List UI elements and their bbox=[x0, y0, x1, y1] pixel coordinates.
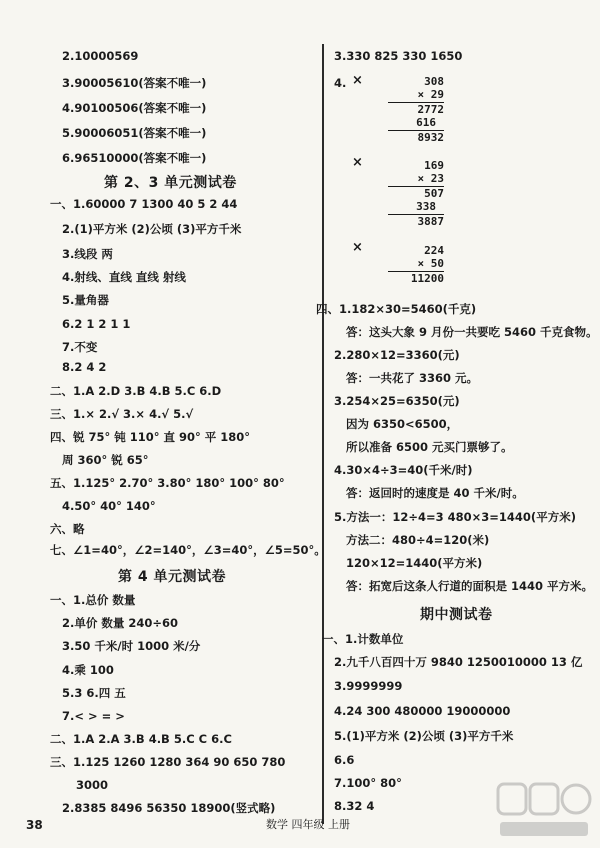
answer-line: 三、1.125 1260 1280 364 90 650 780 bbox=[50, 755, 286, 769]
wrong-mark: × bbox=[352, 155, 363, 170]
answer-line: 7.不变 bbox=[62, 340, 98, 354]
answer-line: 3.线段 两 bbox=[62, 247, 113, 261]
answer-line: 二、1.A 2.A 3.B 4.B 5.C C 6.C bbox=[50, 732, 232, 746]
answer-line: 3000 bbox=[76, 778, 109, 792]
answer-line: 一、1.总价 数量 bbox=[50, 593, 136, 607]
answer-line: 二、1.A 2.D 3.B 4.B 5.C 6.D bbox=[50, 384, 222, 398]
answer-line: 2.(1)平方米 (2)公顷 (3)平方千米 bbox=[62, 222, 242, 236]
page-number: 38 bbox=[26, 818, 43, 832]
answer-line: 所以准备 6500 元买门票够了。 bbox=[346, 440, 513, 454]
answer-line: 周 360° 锐 65° bbox=[62, 453, 149, 467]
answer-line: 3.254×25=6350(元) bbox=[334, 394, 460, 408]
answer-line: 4.90100506(答案不唯一) bbox=[62, 101, 207, 115]
answer-line: 4.50° 40° 140° bbox=[62, 499, 156, 513]
answer-line: 一、1.60000 7 1300 40 5 2 44 bbox=[50, 197, 238, 211]
answer-line: 五、1.125° 2.70° 3.80° 180° 100° 80° bbox=[50, 476, 285, 490]
answer-line: 六、略 bbox=[50, 522, 85, 536]
answer-line: 3.330 825 330 1650 bbox=[334, 49, 463, 63]
vertical-multiplication-2 bbox=[372, 160, 444, 234]
answer-line: 2.单价 数量 240÷60 bbox=[62, 616, 179, 630]
vertical-multiplication-3 bbox=[372, 245, 444, 291]
answer-line: 因为 6350<6500， bbox=[346, 417, 459, 431]
answer-line: 8.32 4 bbox=[334, 799, 375, 813]
answer-line: 2.九千八百四十万 9840 1250010000 13 亿 bbox=[334, 655, 583, 669]
answer-line: 3.90005610(答案不唯一) bbox=[62, 76, 207, 90]
answer-line: 四、锐 75° 钝 110° 直 90° 平 180° bbox=[50, 430, 251, 444]
calc-multiplicand: 224 bbox=[424, 244, 444, 257]
answer-line: 5.方法一：12÷4=3 480×3=1440(平方米) bbox=[334, 510, 576, 524]
answer-line: 2.280×12=3360(元) bbox=[334, 348, 460, 362]
answer-line: 3.9999999 bbox=[334, 679, 403, 693]
calc-result: 3887 bbox=[417, 215, 444, 228]
answer-line: 三、1.× 2.√ 3.× 4.√ 5.√ bbox=[50, 407, 194, 421]
answer-line: 2.8385 8496 56350 18900(竖式略) bbox=[62, 801, 276, 815]
footer-text: 数学 四年级 上册 bbox=[266, 818, 350, 831]
answer-line: 6.2 1 2 1 1 bbox=[62, 317, 131, 331]
calc-multiplier: × 23 bbox=[417, 172, 444, 185]
answer-line: 答：一共花了 3360 元。 bbox=[346, 371, 479, 385]
answer-line: 一、1.计数单位 bbox=[322, 632, 404, 646]
calc-result: 11200 bbox=[410, 272, 444, 285]
vertical-multiplication-1 bbox=[372, 76, 444, 150]
answer-line: 6.6 bbox=[334, 753, 355, 767]
calc-partial: 338 bbox=[416, 200, 436, 213]
answer-line: 4.射线、直线 直线 射线 bbox=[62, 270, 186, 284]
answer-line: 答：这头大象 9 月份一共要吃 5460 千克食物。 bbox=[346, 325, 598, 339]
answer-label: 4. bbox=[334, 76, 347, 90]
calc-partial: 616 bbox=[416, 116, 436, 129]
answer-line: 2.10000569 bbox=[62, 49, 139, 63]
answer-line: 4.24 300 480000 19000000 bbox=[334, 704, 511, 718]
answer-line: 120×12=1440(平方米) bbox=[346, 556, 483, 570]
answer-line: 4.30×4÷3=40(千米/时) bbox=[334, 463, 473, 477]
section-title-unit-4: 第 4 单元测试卷 bbox=[118, 569, 226, 585]
calc-partial: 2772 bbox=[417, 103, 444, 116]
answer-line: 3.50 千米/时 1000 米/分 bbox=[62, 639, 201, 653]
answer-line: 5.(1)平方米 (2)公顷 (3)平方千米 bbox=[334, 729, 514, 743]
watermark-logo bbox=[496, 780, 592, 842]
answer-line: 答：拓宽后这条人行道的面积是 1440 平方米。 bbox=[346, 579, 594, 593]
answer-line: 7.< > = > bbox=[62, 709, 125, 723]
calc-multiplicand: 169 bbox=[424, 159, 444, 172]
section-title-midterm: 期中测试卷 bbox=[420, 607, 493, 623]
answer-line: 6.96510000(答案不唯一) bbox=[62, 151, 207, 165]
column-divider bbox=[322, 44, 324, 824]
answer-line: 4.乘 100 bbox=[62, 663, 114, 677]
answer-line: 答：返回时的速度是 40 千米/时。 bbox=[346, 486, 524, 500]
calc-multiplier: × 29 bbox=[417, 88, 444, 101]
answer-line: 7.100° 80° bbox=[334, 776, 402, 790]
answer-line: 四、1.182×30=5460(千克) bbox=[316, 302, 477, 316]
wrong-mark: × bbox=[352, 73, 363, 88]
calc-result: 8932 bbox=[417, 131, 444, 144]
answer-line: 5.3 6.四 五 bbox=[62, 686, 126, 700]
calc-multiplicand: 308 bbox=[424, 75, 444, 88]
answer-line: 方法二：480÷4=120(米) bbox=[346, 533, 490, 547]
answer-line: 七、∠1=40°，∠2=140°，∠3=40°，∠5=50°。 bbox=[50, 543, 326, 557]
calc-partial: 507 bbox=[424, 187, 444, 200]
wrong-mark: × bbox=[352, 240, 363, 255]
answer-line: 5.量角器 bbox=[62, 293, 109, 307]
section-title-unit-2-3: 第 2、3 单元测试卷 bbox=[104, 175, 237, 191]
answer-line: 8.2 4 2 bbox=[62, 360, 107, 374]
calc-multiplier: × 50 bbox=[417, 257, 444, 270]
answer-line: 5.90006051(答案不唯一) bbox=[62, 126, 207, 140]
